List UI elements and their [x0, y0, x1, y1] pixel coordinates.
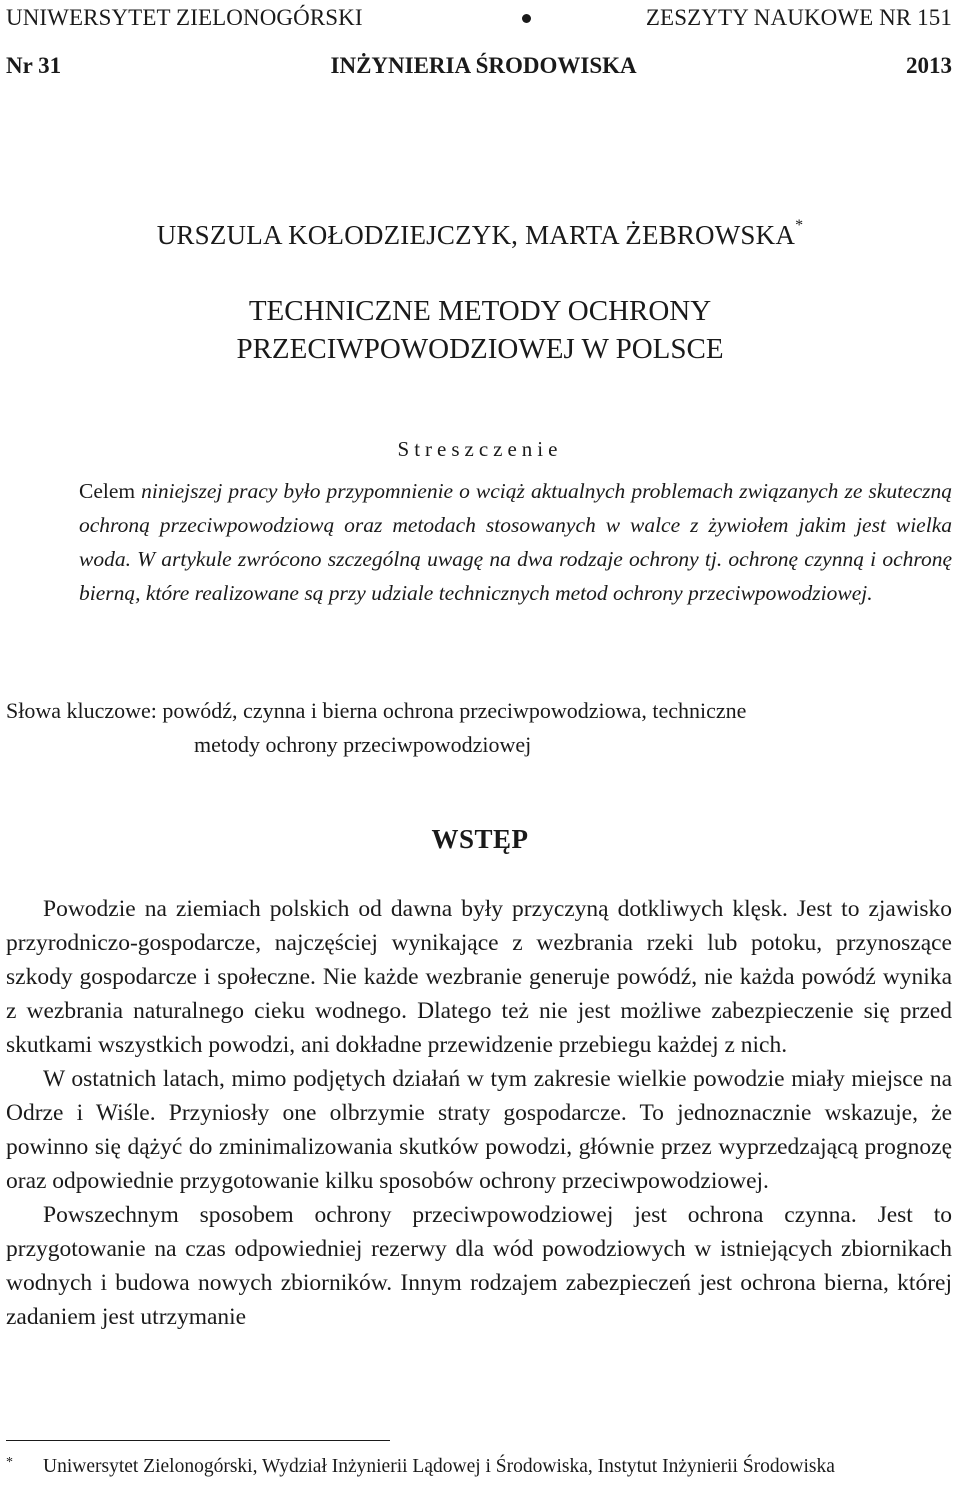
issue-number: Nr 31 [6, 53, 62, 78]
section-body [6, 892, 952, 1334]
authors-text: URSZULA KOŁODZIEJCZYK, MARTA ŻEBROWSKA [156, 220, 796, 250]
title-line-2: PRZECIWPOWODZIOWEJ W POLSCE [236, 333, 724, 365]
abstract-lead: Celem [79, 479, 136, 503]
abstract-text: niniejszej pracy było przypomnienie o wciąż aktualnych problemach związanych ze skuteczną ochroną przeciwpowodziową oraz metodach stosowanych w walce z żywiołem jakim jest wielka woda. W artykule zwrócono szczególną uwagę na dwa rodzaje ochrony tj. ochronę czynną i ochronę bierną, które realizowane są przy udziale technicznych metod ochrony przeciwpowodziowej. [79, 479, 952, 605]
paragraph: Powodzie na ziemiach polskich od dawna były przyczyną dotkliwych klęsk. Jest to zjawisko przyrodniczo-gospodarcze, najczęściej wynikające z wezbrania rzeki lub potoku, przynoszące szkody gospodarcze i społeczne. Nie każde wezbranie generuje powódź, nie każda powódź wynika z wezbrania naturalnego cieku wodnego. Dlatego też nie jest możliwe zabezpieczenie się przed skutkami wszystkich powodzi, ani dokładne przewidzenie przebiegu każdej z nich. [6, 896, 952, 1058]
abstract-heading: Streszczenie [397, 437, 563, 461]
keywords-line-1: Słowa kluczowe: powódź, czynna i bierna ochrona przeciwpowodziowa, techniczne [6, 698, 747, 723]
article-title [0, 292, 960, 368]
discipline-name: INŻYNIERIA ŚRODOWISKA [330, 53, 637, 78]
author-footnote-mark: * [795, 217, 804, 234]
keywords-line-2: metody ochrony przeciwpowodziowej [194, 732, 532, 757]
footnote-text: Uniwersytet Zielonogórski, Wydział Inżynierii Lądowej i Środowiska, Instytut Inżynierii Środowiska [43, 1456, 835, 1477]
header-bullet [522, 14, 531, 23]
footnote-separator [6, 1440, 390, 1441]
footnote [6, 1452, 936, 1482]
journal-series: ZESZYTY NAUKOWE NR 151 [645, 5, 952, 30]
section-heading: WSTĘP [431, 824, 529, 854]
issue-year: 2013 [905, 53, 952, 78]
article-authors [0, 217, 960, 251]
title-line-1: TECHNICZNE METODY OCHRONY [248, 295, 712, 327]
issue-line [6, 53, 952, 79]
running-header [6, 5, 952, 31]
abstract-body [79, 474, 952, 610]
footnote-mark: * [6, 1455, 13, 1470]
paragraph: Powszechnym sposobem ochrony przeciwpowodziowej jest ochrona czynna. Jest to przygotowanie na czas odpowiedniej rezerwy dla wód powodziowych w istniejących zbiornikach wodnych i budowa nowych zbiorników. Innym rodzajem zabezpieczeń jest ochrona bierna, której zadaniem jest utrzymanie [6, 1202, 952, 1330]
keywords [6, 694, 952, 762]
university-name: UNIWERSYTET ZIELONOGÓRSKI [6, 5, 363, 30]
paragraph: W ostatnich latach, mimo podjętych działań w tym zakresie wielkie powodzie miały miejsce na Odrze i Wiśle. Przyniosły one olbrzymie straty gospodarcze. To jednoznacznie wskazuje, że powinno się dążyć do zminimalizowania skutków powodzi, głównie przez wyprzedzającą prognozę oraz odpowiednie przygotowanie kilku sposobów ochrony przeciwpowodziowej. [6, 1066, 952, 1194]
